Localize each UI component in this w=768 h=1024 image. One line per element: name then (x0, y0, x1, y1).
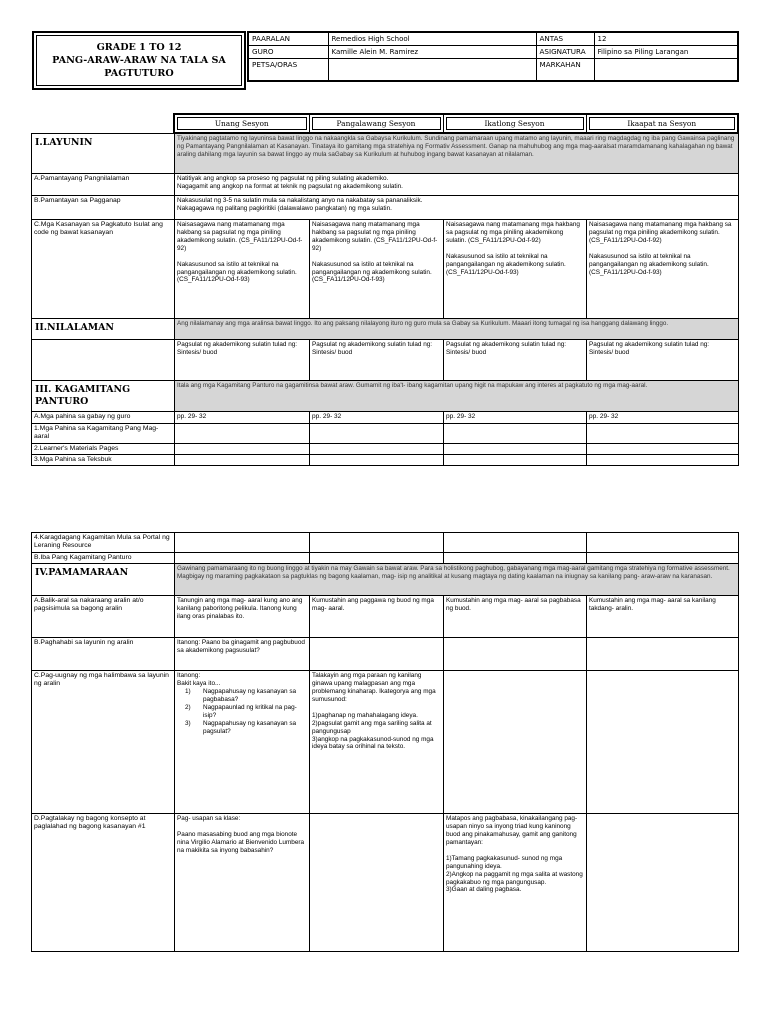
session-header-1 (174, 114, 309, 133)
kagamitan-cell[interactable] (444, 444, 587, 455)
paghahabi-cell-1[interactable]: Itanong: Paano ba ginagamit ang pagbubuod sa akademikong pagsusulat? (175, 638, 310, 671)
text-line: Itanong: (177, 672, 201, 680)
pamantayang-pangnilalaman-label: A.Pamantayang Pangnilalaman (32, 174, 175, 196)
kagamitan-row-label: A.Mga pahina sa gabay ng guro (32, 412, 175, 424)
balik-aral-cell-3[interactable]: Kumustahin ang mga mag- aaral sa pagbabasa ng buod. (444, 596, 587, 638)
session-label: Ikatlong Sesyon (446, 117, 584, 130)
header-info-table (247, 31, 739, 82)
text-line: Naisasagawa nang matamanang mga hakbang sa pagsulat ng mga piniling akademikong sulatin. (CS_FA11/12PU-Od-f-92) (589, 221, 732, 244)
kagamitan-cell[interactable]: pp. 29- 32 (310, 412, 444, 424)
kagamitan-cell[interactable]: pp. 29- 32 (175, 412, 310, 424)
kagamitan-cell[interactable] (175, 444, 310, 455)
paghahabi-cell-2[interactable] (310, 638, 444, 671)
session-header-2 (309, 114, 443, 133)
form-title-line: PANG-ARAW-ARAW NA TALA SA (52, 55, 226, 66)
kagamitan-cell[interactable] (444, 533, 587, 553)
list-text: Nagpapaunlad ng kritikal na pag-isip? (203, 703, 297, 719)
layunin-heading: I.LAYUNIN (32, 134, 175, 174)
kagamitan-cell[interactable] (587, 553, 739, 564)
kagamitan-cell[interactable] (175, 533, 310, 553)
balik-aral-cell-4[interactable]: Kumustahin ang mga mag- aaral sa kanilang takdang- aralin. (587, 596, 739, 638)
text-line: Talakayin ang mga paraan ng kanilang ginawa upang malagpasan ang mga problemang kinaharap. Ikategorya ang mga sumusunod: (312, 672, 436, 703)
list-item (185, 688, 307, 704)
nilalaman-cell-2[interactable] (310, 340, 444, 381)
list-text: Nagpapahusay ng kasanayan sa pagsulat? (203, 719, 297, 735)
session-label: Pangalawang Sesyon (312, 117, 441, 130)
lesson-plan-table-2 (31, 532, 739, 952)
text-line: Sintesis/ buod (312, 348, 353, 356)
session-header-4 (586, 114, 738, 133)
kagamitan-row-label: 3.Mga Pahina sa Teksbuk (32, 455, 175, 466)
kasanayan-cell-3[interactable] (444, 220, 587, 319)
antas-label: ANTAS (536, 32, 594, 46)
kagamitan-row-label: 4.Karagdagang Kagamitan Mula sa Portal ng Leraning Resource (32, 533, 175, 553)
form-title-line: PAGTUTURO (104, 68, 174, 79)
text-line: Nakasusunod sa istilo at teknikal na pangangailangan ng akademikong sulatin. (CS_FA11/12PU-Od-f-93) (589, 252, 709, 276)
kagamitan-cell[interactable] (587, 424, 739, 444)
kagamitan-row-label: B.Iba Pang Kagamitang Panturo (32, 553, 175, 564)
paaralan-label: PAARALAN (248, 32, 328, 46)
markahan-value[interactable] (594, 59, 738, 81)
pag-uugnay-cell-1[interactable] (175, 671, 310, 814)
list-number: 3) (185, 719, 191, 727)
list-text: Nagpapahusay ng kasanayan sa pagbabasa? (203, 688, 297, 703)
pag-uugnay-cell-4[interactable] (587, 671, 739, 814)
pagtalakay-cell-3[interactable] (444, 814, 587, 952)
kagamitan-cell[interactable] (310, 553, 444, 564)
list-number: 1) (185, 688, 191, 696)
text-line: Naisasagawa nang matamanang mga hakbang sa pagsulat ng mga piniling akademikong sulatin. (CS_FA11/12PU-Od-f-92) (177, 221, 303, 252)
asignatura-label: ASIGNATURA (536, 46, 594, 59)
text-line: Sintesis/ buod (446, 348, 487, 356)
lesson-plan-table-1 (31, 133, 739, 466)
list-item: 1)Tamang pagkakasunud- sunod ng mga pangunahing ideya. (446, 854, 563, 870)
kagamitan-cell[interactable] (310, 455, 444, 466)
kagamitan-cell[interactable] (587, 455, 739, 466)
text-line: Pagsulat ng akademikong sulatin tulad ng: (589, 341, 710, 348)
nilalaman-cell-4[interactable] (587, 340, 739, 381)
text-line: Sintesis/ buod (589, 348, 630, 356)
list-item: 3)Gaan at daling pagbasa. (446, 886, 522, 894)
layunin-note: Tiyakinang pagtatamo ng layuninsa bawat linggo na nakaangkla sa Gabaysa Kurikulum. Sundinang pamamaraan upang matamo ang layunin, maaari ring magdagdag ng iba pang Gawainsa paglinang ng Pamantayang Pangnilalaman at Kasanayan. Tinataya ito gamitang mga stratehiya ng Formativ Assessment. Ganap na mahuhubog ang mga mag-aaralsat maramdamanang kahalagahan ng bawat araling dahilang mga layunin sa bawat linggo ay mula saGabay sa Kurikulum at huhubog ingang bawat kasanayan at nilalaman. (175, 134, 739, 174)
nilalaman-blank (32, 340, 175, 381)
text-line: Naisasagawa nang matamanang mga hakbang sa pagsulat ng mga piniling akademikong sulatin. (CS_FA11/12PU-Od-f-92) (446, 221, 580, 244)
text-line: Pagsulat ng akademikong sulatin tulad ng: (177, 341, 298, 348)
pagtalakay-cell-2[interactable] (310, 814, 444, 952)
kagamitan-note: Itala ang mga Kagamitang Panturo na gagamitinsa bawat araw. Gumamit ng iba't- ibang kagamitan upang higit na mapukaw ang interes at pagkatuto ng mga mag-aaral. (175, 381, 739, 412)
guro-label: GURO (248, 46, 328, 59)
session-label: Ikaapat na Sesyon (589, 117, 736, 130)
pamantayan-sa-pagganap-value[interactable] (175, 196, 739, 220)
question-list (185, 688, 307, 735)
text-line: Nakasusunod sa istilo at teknikal na pangangailangan ng akademikong sulatin. (CS_FA11/12PU-Od-f-93) (446, 252, 566, 276)
kasanayan-label: C.Mga Kasanayan sa Pagkatuto Isulat ang code ng bawat kasanayan (32, 220, 175, 319)
list-item: 1)paghanap ng mahahalagang ideya. (312, 711, 418, 719)
text-line: Naisasagawa nang matamanang mga hakbang sa pagsulat ng mga piniling akademikong sulatin. (CS_FA11/12PU-Od-f-92) (312, 221, 438, 252)
pamantayang-pangnilalaman-value[interactable] (175, 174, 739, 196)
text-line: Pagsulat ng akademikong sulatin tulad ng: (446, 341, 567, 348)
list-item: 3)angkop na pagkakasunod-sunod ng mga ideya batay sa orihinal na teksto. (312, 735, 434, 751)
paghahabi-cell-3[interactable] (444, 638, 587, 671)
session-label: Unang Sesyon (177, 117, 307, 130)
kagamitan-row-label: 2.Learner's Materials Pages (32, 444, 175, 455)
pagtalakay-label: D.Pagtalakay ng bagong konsepto at paglalahad ng bagong kasanayan #1 (32, 814, 175, 952)
petsa-label: PETSA/ORAS (248, 59, 328, 81)
text-line: Nakasusunod sa istilo at teknikal na pangangailangan ng akademikong sulatin. (CS_FA11/12PU-Od-f-93) (312, 260, 432, 284)
kagamitan-cell[interactable] (175, 553, 310, 564)
pag-uugnay-cell-2[interactable] (310, 671, 444, 814)
pamamaraan-heading: IV.PAMAMARAAN (32, 564, 175, 596)
balik-aral-label: A.Balik-aral sa nakaraang aralin at/o pagsisimula sa bagong aralin (32, 596, 175, 638)
list-item (185, 704, 307, 720)
text-line: Pagsulat ng akademikong sulatin tulad ng: (312, 341, 433, 348)
kagamitan-cell[interactable] (310, 424, 444, 444)
text-line: Paano masasabing buod ang mga bionote nina Virgilio Alamario at Bienvenido Lumbera na makikita sa inyong babasahin? (177, 831, 305, 854)
list-item (185, 720, 307, 736)
pamantayan-sa-pagganap-label: B.Pamantayan sa Pagganap (32, 196, 175, 220)
pagtalakay-cell-1[interactable] (175, 814, 310, 952)
kagamitan-cell[interactable] (587, 533, 739, 553)
list-item: 2)Angkop na paggamit ng mga salita at wastong pagkakabuo ng mga pangungusap. (446, 870, 583, 886)
kagamitan-cell[interactable] (444, 455, 587, 466)
pagtalakay-cell-4[interactable] (587, 814, 739, 952)
kasanayan-cell-4[interactable] (587, 220, 739, 319)
pamamaraan-note: Gawinang pamamaraang ito ng buong linggo at tiyakin na may Gawain sa bawat araw. Para sa holistikong paghubog, gabayanang mga mag-aaral gamitang mga stratehiya ng formative assessment. Magbigay ng maraming pagkakataon sa pagtuklas ng bagong kaalaman, mag- isip ng analitikal at kusang magtaya ng dating kaalaman na iniugnay sa kanilang pang- araw-araw na karanasan. (175, 564, 739, 596)
list-number: 2) (185, 703, 191, 711)
text-line: Bakit kaya ito... (177, 680, 221, 688)
kagamitan-cell[interactable] (175, 455, 310, 466)
markahan-label: MARKAHAN (536, 59, 594, 81)
text-line: Sintesis/ buod (177, 348, 218, 356)
paaralan-value[interactable]: Remedios High School (328, 32, 536, 46)
balik-aral-cell-1[interactable]: Tanungin ang mga mag- aaral kung ano ang kanilang paboritong pelikula. Itanong kung ilang oras pinalabas ito. (175, 596, 310, 638)
nilalaman-cell-3[interactable] (444, 340, 587, 381)
nilalaman-cell-1[interactable] (175, 340, 310, 381)
asignatura-value[interactable]: Filipino sa Piling Larangan (594, 46, 738, 59)
kasanayan-cell-2[interactable] (310, 220, 444, 319)
kagamitan-cell[interactable] (310, 444, 444, 455)
text-line: Matapos ang pagbabasa, kinakailangang pag- usapan ninyo sa inyong triad kung kaninong buod ang pinakamahusay, gamit ang ganitong pamantayan: (446, 815, 578, 846)
kagamitan-cell[interactable]: pp. 29- 32 (444, 412, 587, 424)
kagamitan-cell[interactable] (444, 424, 587, 444)
guro-value[interactable]: Kamille Alein M. Ramirez (328, 46, 536, 59)
kagamitan-cell[interactable] (444, 553, 587, 564)
kagamitan-cell[interactable] (310, 533, 444, 553)
list-item: 2)pagsulat gamit ang mga sariling salita at pangungusap (312, 719, 432, 735)
petsa-value[interactable] (328, 59, 536, 81)
text-line: Natitiyak ang angkop sa proseso ng pagsulat ng piling sulating akademiko. (177, 175, 389, 182)
paghahabi-label: B.Paghahabi sa layunin ng aralin (32, 638, 175, 671)
antas-value[interactable]: 12 (594, 32, 738, 46)
pag-uugnay-cell-3[interactable] (444, 671, 587, 814)
balik-aral-cell-2[interactable]: Kumustahin ang paggawa ng buod ng mga mag- aaral. (310, 596, 444, 638)
text-line: Nakasusulat ng 3-5 na sulatin mula sa nakalistang anyo na nakabatay sa pananaliksik. (177, 197, 423, 204)
session-header-table (173, 113, 739, 134)
kagamitan-row-label: 1.Mga Pahina sa Kagamitang Pang Mag-aaral (32, 424, 175, 444)
kagamitan-cell[interactable]: pp. 29- 32 (587, 412, 739, 424)
kagamitan-heading: III. KAGAMITANG PANTURO (32, 381, 175, 412)
text-line: Pag- usapan sa klase: (177, 815, 241, 823)
kagamitan-cell[interactable] (587, 444, 739, 455)
paghahabi-cell-4[interactable] (587, 638, 739, 671)
form-title-line: GRADE 1 TO 12 (96, 42, 182, 53)
nilalaman-note: Ang nilalamanay ang mga aralinsa bawat linggo. Ito ang paksang nilalayong ituro ng guro mula sa Gabay sa Kurikulum. Maaari itong tumagal ng isa hanggang dalawang linggo. (175, 319, 739, 340)
text-line: Nagagamit ang angkop na format at teknik ng pagsulat ng akademikong sulatin. (177, 182, 403, 190)
text-line: Nakasusunod sa istilo at teknikal na pangangailangan ng akademikong sulatin. (CS_FA11/12PU-Od-f-93) (177, 260, 297, 284)
pag-uugnay-label: C.Pag-uugnay ng mga halimbawa sa layunin ng aralin (32, 671, 175, 814)
kagamitan-cell[interactable] (175, 424, 310, 444)
kasanayan-cell-1[interactable] (175, 220, 310, 319)
form-title-box (32, 31, 246, 90)
text-line: Nakagagawa ng palitang pagkiritiki (dalawalawo pangkatan) ng mga sulatin. (177, 204, 392, 212)
nilalaman-heading: II.NILALAMAN (32, 319, 175, 340)
session-header-3 (443, 114, 586, 133)
